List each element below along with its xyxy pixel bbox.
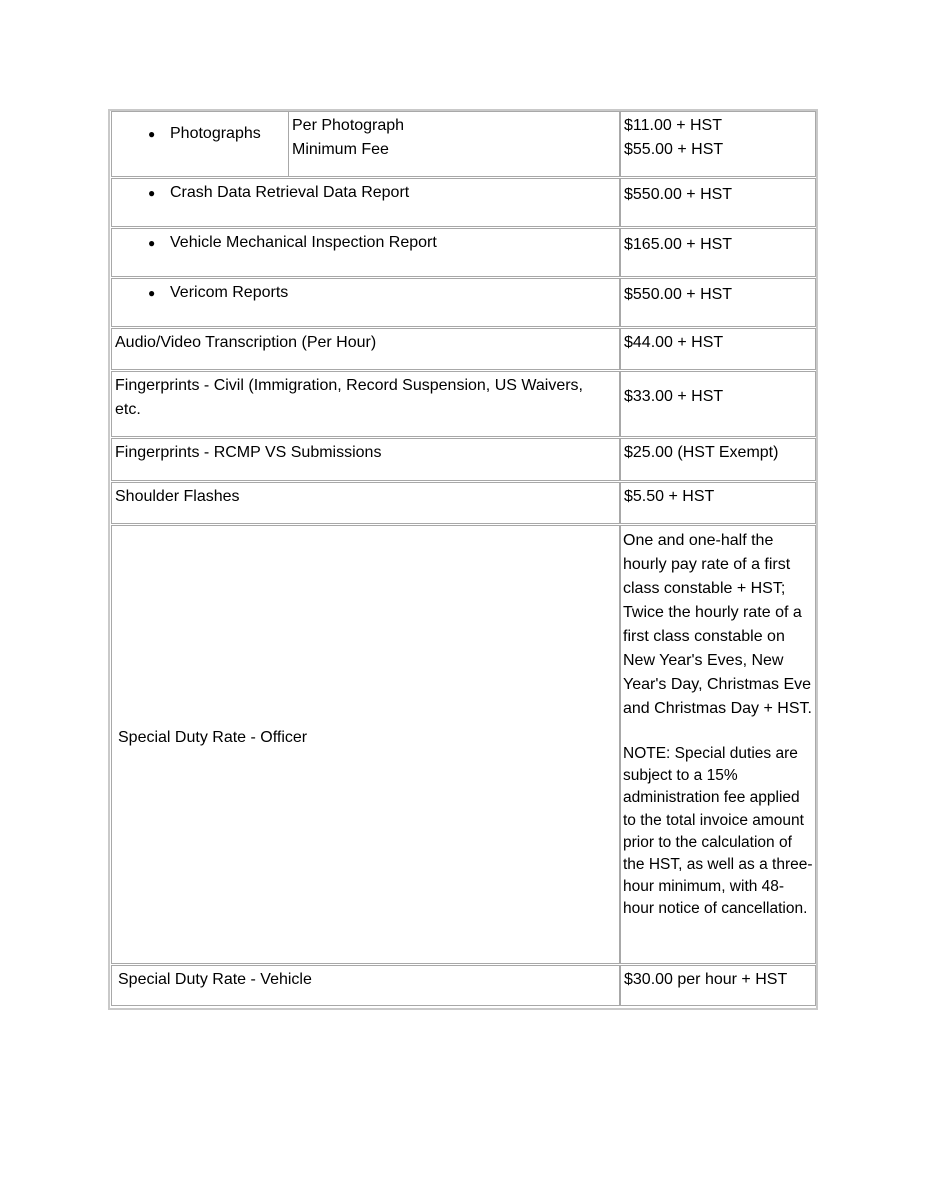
fee-description: One and one-half the hourly pay rate of a first class constable + HST; Twice the hourly rate of a first class constable on New Year's Eves, New Year's Day, Christmas Eve and Christmas Day + HST. <box>623 532 812 717</box>
table-row-photographs-item <box>111 111 289 177</box>
table-row-fee <box>620 228 816 277</box>
item-label: Special Duty Rate - Vehicle <box>118 971 312 988</box>
table-row-item <box>111 178 620 227</box>
table-row-item <box>111 438 620 481</box>
fee-value: $165.00 + HST <box>624 236 733 253</box>
table-row-photographs-sub <box>288 111 620 177</box>
table-row-item <box>111 278 620 327</box>
table-row-fee <box>620 371 816 437</box>
sub-label: Per Photograph <box>292 117 405 134</box>
fee-note: NOTE: Special duties are subject to a 15% administration fee applied to the total invoice amount prior to the calculation of the HST, as well as a three-hour minimum, with 48-hour notice of cancellation. <box>623 745 813 918</box>
item-label: Shoulder Flashes <box>115 488 240 505</box>
item-label: Fingerprints - Civil (Immigration, Record Suspension, US Waivers, <box>115 377 583 394</box>
item-label: Special Duty Rate - Officer <box>118 729 308 746</box>
bullet-icon: ● <box>148 236 156 250</box>
fee-value: $44.00 + HST <box>624 334 724 351</box>
table-row-fee <box>620 438 816 481</box>
table-row-fee <box>620 482 816 524</box>
item-label: Vehicle Mechanical Inspection Report <box>170 234 437 251</box>
item-label: Audio/Video Transcription (Per Hour) <box>115 334 377 351</box>
sub-label: Minimum Fee <box>292 141 389 158</box>
item-label: Crash Data Retrieval Data Report <box>170 184 410 201</box>
bullet-icon: ● <box>148 127 156 141</box>
item-label: Fingerprints - RCMP VS Submissions <box>115 444 382 461</box>
table-row-item <box>111 525 620 964</box>
bullet-icon: ● <box>148 186 156 200</box>
table-row-fee <box>620 328 816 370</box>
table-row-fee <box>620 178 816 227</box>
table-row-fee <box>620 525 816 964</box>
table-row-item <box>111 482 620 524</box>
fee-value: $5.50 + HST <box>624 488 715 505</box>
table-row-photographs-fee <box>620 111 816 177</box>
item-label: Photographs <box>170 125 261 142</box>
fee-value: $25.00 (HST Exempt) <box>624 444 779 461</box>
item-label: etc. <box>115 401 141 418</box>
table-row-fee <box>620 278 816 327</box>
table-row-item <box>111 328 620 370</box>
table-row-item <box>111 965 620 1006</box>
table-row-item <box>111 371 620 437</box>
fee-value: $11.00 + HST <box>624 117 722 134</box>
bullet-icon: ● <box>148 286 156 300</box>
fee-value: $550.00 + HST <box>624 186 733 203</box>
fee-value: $33.00 + HST <box>624 388 724 405</box>
fee-value: $30.00 per hour + HST <box>624 971 788 988</box>
table-row-fee <box>620 965 816 1006</box>
fee-value: $55.00 + HST <box>624 141 724 158</box>
table-row-item <box>111 228 620 277</box>
fee-value: $550.00 + HST <box>624 286 733 303</box>
item-label: Vericom Reports <box>170 284 289 301</box>
